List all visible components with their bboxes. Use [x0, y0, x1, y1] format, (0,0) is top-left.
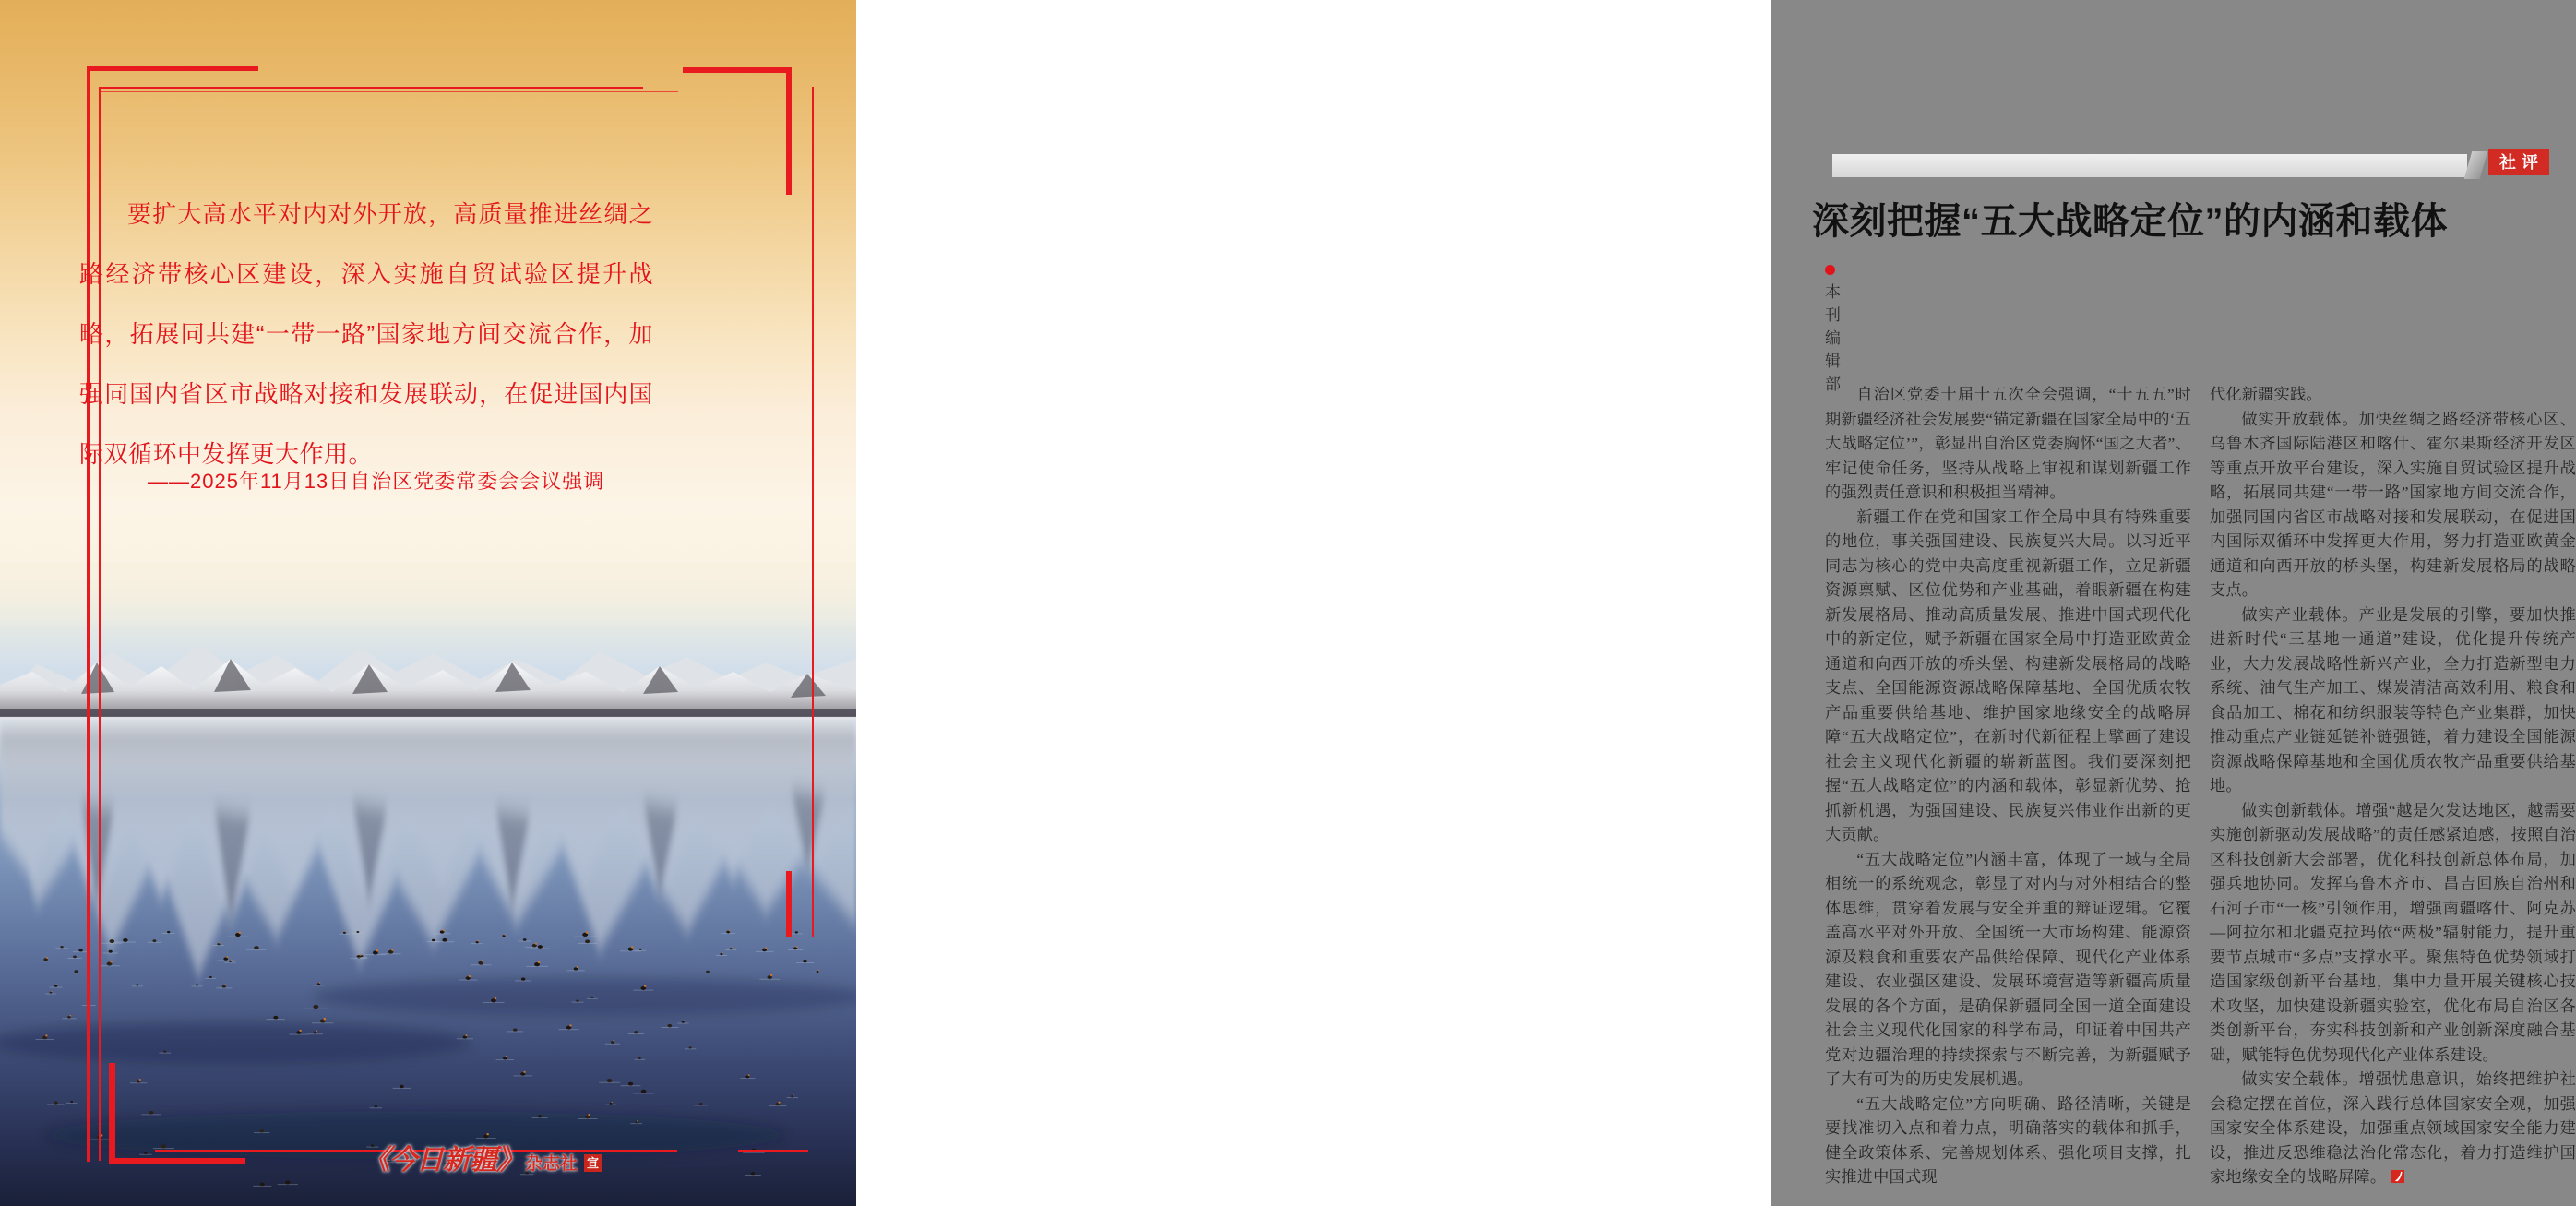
- frame-line: [786, 871, 792, 937]
- byline-dot-icon: [1825, 265, 1835, 275]
- body-paragraph: 新疆工作在党和国家工作全局中具有特殊重要的地位，事关强国建设、民族复兴大局。以习近平同志为核心的党中央高度重视新疆工作，立足新疆资源禀赋、区位优势和产业基础，着眼新疆在构建新发展格局、推动高质量发展、推进中国式现代化中的新定位，赋予新疆在国家全局中打造亚欧黄金通道和向西开放的桥头堡、构建新发展格局的战略支点、全国能源资源战略保障基地、全国优质农牧产品重要供给基地、维护国家地缘安全的战略屏障“五大战略定位”，在新时代新征程上擘画了建设社会主义现代化新疆的崭新蓝图。我们要深刻把握“五大战略定位”的内涵和载体，彰显新优势、抢抓新机遇，为强国建设、民族复兴伟业作出新的更大贡献。: [1825, 507, 2191, 843]
- left-page: [0, 0, 856, 1206]
- body-paragraph: 做实安全载体。增强忧患意识，始终把维护社会稳定摆在首位，深入践行总体国家安全观，加强国家安全体系建设，加强重点领域国家安全能力建设，推进反恐维稳法治化常态化，着力打造维护国家地缘安全的战略屏障。: [2210, 1070, 2576, 1186]
- publisher-suffix: 杂志社: [525, 1154, 578, 1174]
- frame-line: [99, 87, 643, 89]
- publisher-logo: 《今日新疆》: [363, 1145, 523, 1176]
- publisher-seal: 宣: [584, 1154, 602, 1172]
- section-tag-badge: 社评: [2488, 149, 2549, 175]
- frame-line: [99, 91, 678, 92]
- article-title: 深刻把握“五大战略定位”的内涵和载体: [1812, 201, 2448, 242]
- photo-top-fade: [0, 563, 856, 627]
- publisher-credit: [363, 1137, 602, 1177]
- ribbon-fold: [2464, 151, 2488, 179]
- frame-line: [738, 1150, 808, 1152]
- quote-attribution: ——2025年11月13日自治区党委常委会会议强调: [148, 470, 605, 493]
- body-paragraph: 自治区党委十届十五次全会强调，“十五五”时期新疆经济社会发展要“锚定新疆在国家全局中的‘五大战略定位’”，彰显出自治区党委胸怀“国之大者”、牢记使命任务，坚持从战略上审视和谋划新疆工作的强烈责任意识和积极担当精神。: [1825, 386, 2191, 501]
- body-paragraph: “五大战略定位”内涵丰富，体现了一域与全局相统一的系统观念，彰显了对内与对外相结合的整体思维，贯穿着发展与安全并重的辩证逻辑。它覆盖高水平对外开放、全国统一大市场构建、能源资源及粮食和重要农产品供给保障、现代化产业体系建设、农业强区建设、发展环境营造等新疆高质量发展的各个方面，是确保新疆同全国一道全面建设社会主义现代化国家的科学布局，印证着中国共产党对边疆治理的持续探索与不断完善，为新疆赋予了大有可为的历史发展机遇。: [1825, 850, 2191, 1088]
- body-column-1: [1825, 383, 2191, 1190]
- body-paragraph: 做实创新载体。增强“越是欠发达地区，越需要实施创新驱动发展战略”的责任感紧迫感，按照自治区科技创新大会部署，优化科技创新总体布局，加强兵地协同。发挥乌鲁木齐市、昌吉回族自治州和石河子市“一核”引领作用，增强南疆喀什、阿克苏—阿拉尔和北疆克拉玛依“两极”辐射能力，提升重要节点城市“多点”支撑水平。聚焦特色优势领域打造国家级创新平台基地，集中力量开展关键核心技术攻坚，加快建设新疆实验室，优化布局自治区各类创新平台，夯实科技创新和产业创新深度融合基础，赋能特色优势现代化产业体系建设。: [2210, 801, 2576, 1064]
- body-paragraph: 做实开放载体。加快丝绸之路经济带核心区、乌鲁木齐国际陆港区和喀什、霍尔果斯经济开发区等重点开放平台建设，深入实施自贸试验区提升战略，拓展同共建“一带一路”国家地方间交流合作，加强同国内省区市战略对接和发展联动，在促进国内国际双循环中发挥更大作用，努力打造亚欧黄金通道和向西开放的桥头堡，构建新发展格局的战略支点。: [2210, 410, 2576, 599]
- end-mark-icon: [2391, 1170, 2404, 1183]
- lake-photo: [0, 563, 856, 1206]
- body-paragraph: 做实产业载体。产业是发展的引擎，要加快推进新时代“三基地一通道”建设，优化提升传统产业，大力发展战略性新兴产业，全力打造新型电力系统、油气生产加工、煤炭清洁高效利用、粮食和食品加工、棉花和纺织服装等特色产业集群，加快推动重点产业链延链补链强链，着力建设全国能源资源战略保障基地和全国优质农牧产品重要供给基地。: [2210, 605, 2576, 794]
- frame-line: [109, 1063, 115, 1164]
- frame-line: [683, 67, 792, 73]
- section-ribbon: [1832, 154, 2467, 177]
- lake-photo-svg: [0, 563, 856, 1206]
- quote-text: 要扩大高水平对内对外开放，高质量推进丝绸之路经济带核心区建设，深入实施自贸试验区提升战略，拓展同共建“一带一路”国家地方间交流合作，加强同国内省区市战略对接和发展联动，在促进国内国际双循环中发挥更大作用。: [79, 200, 653, 468]
- frame-line: [109, 1158, 245, 1164]
- byline-label: 本刊编辑部: [1825, 283, 1841, 393]
- frame-line: [812, 87, 814, 937]
- frame-line: [786, 67, 792, 195]
- body-column-2: [2210, 383, 2576, 1190]
- body-paragraph: 代化新疆实践。: [2210, 386, 2322, 403]
- byline: [1825, 262, 1843, 393]
- right-page: [856, 0, 2576, 1206]
- frame-line: [87, 66, 258, 71]
- body-paragraph: “五大战略定位”方向明确、路径清晰，关键是要找准切入点和着力点，明确落实的载体和抓手，健全政策体系、完善规划体系、强化项目支撑，扎实推进中国式现: [1825, 1094, 2191, 1186]
